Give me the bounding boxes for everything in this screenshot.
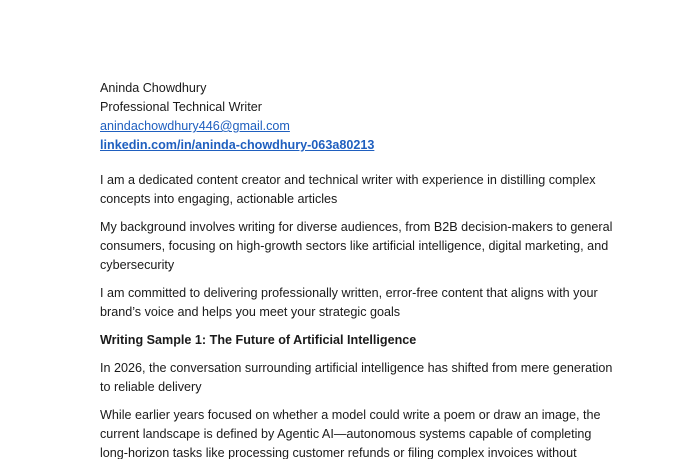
header-spacer <box>100 155 620 171</box>
intro-paragraph-2: My background involves writing for diverse audiences, from B2B decision-makers to general consumers, focusing on high-growth sectors like artificial intelligence, digital marketing, and cybersecurity <box>100 220 613 272</box>
author-role: Professional Technical Writer <box>100 100 262 114</box>
sample-paragraph-1: In 2026, the conversation surrounding artificial intelligence has shifted from mere generation to reliable delivery <box>100 361 613 394</box>
intro-paragraph-3: I am committed to delivering professionally written, error-free content that aligns with your brand’s voice and helps you meet your strategic goals <box>100 286 598 319</box>
document-body <box>100 79 620 459</box>
email-link[interactable]: anindachowdhury446@gmail.com <box>100 119 290 133</box>
sample-paragraph-2: While earlier years focused on whether a model could write a poem or draw an image, the current landscape is defined by Agentic AI—autonomous systems capable of completing long-horizon tasks like processing customer refunds or filing complex invoices without <box>100 408 601 459</box>
author-name: Aninda Chowdhury <box>100 81 207 95</box>
intro-paragraph-1: I am a dedicated content creator and technical writer with experience in distilling complex concepts into engaging, actionable articles <box>100 173 596 206</box>
linkedin-link[interactable]: linkedin.com/in/aninda-chowdhury-063a80213 <box>100 138 375 152</box>
sample-heading: Writing Sample 1: The Future of Artificial Intelligence <box>100 333 417 347</box>
